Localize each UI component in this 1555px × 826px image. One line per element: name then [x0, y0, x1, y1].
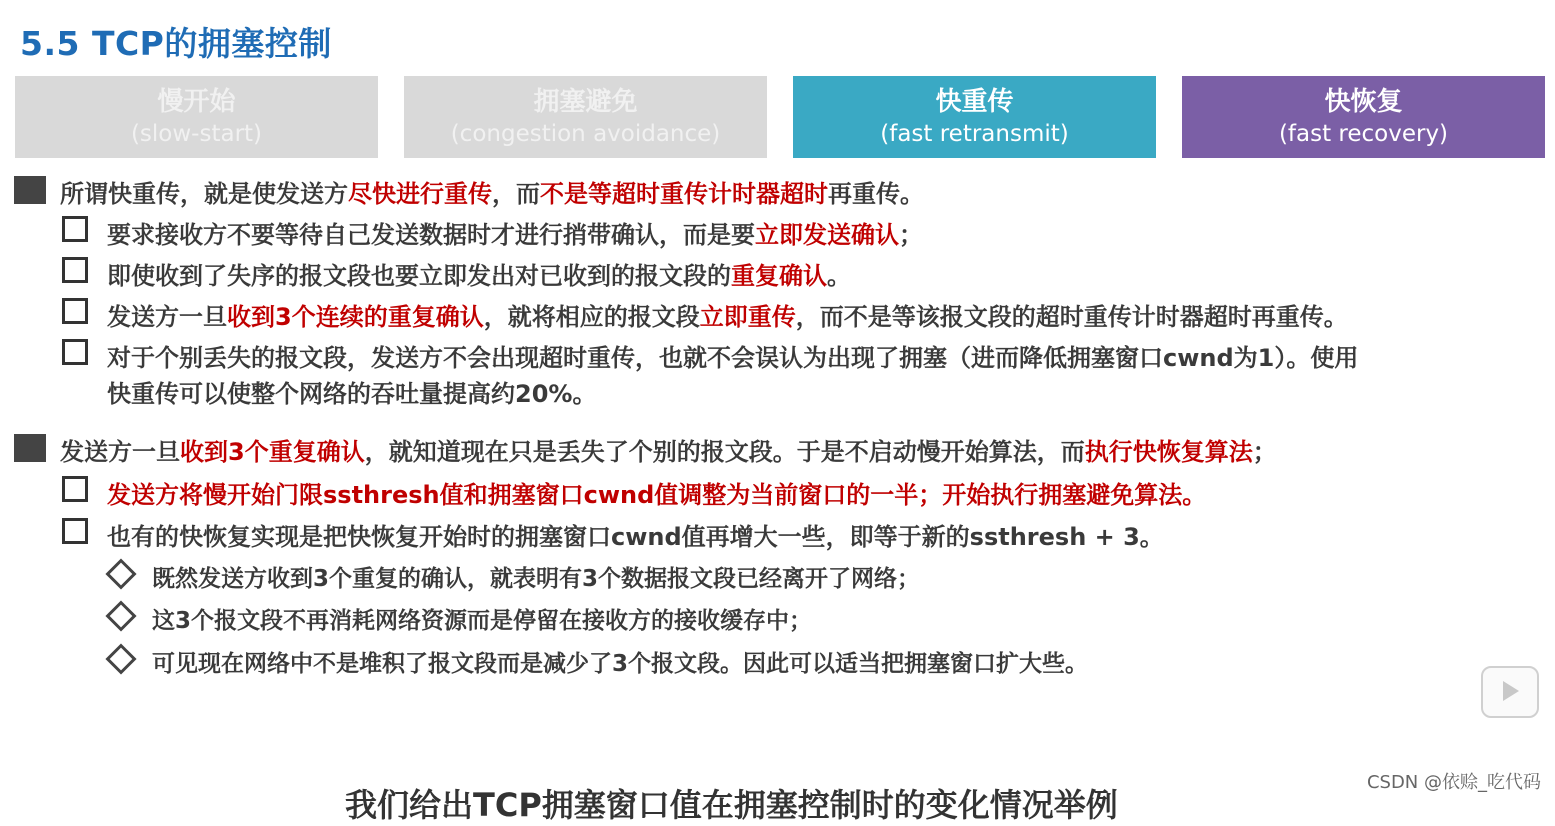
stage-zh-label: 快重传 [935, 87, 1014, 117]
text-segment: 即使收到了失序的报文段也要立即发出对已收到的报文段的 [107, 262, 731, 290]
text-segment: ，就知道现在只是丢失了个别的报文段。于是不启动慢开始算法，而 [364, 438, 1085, 466]
stage-en-label: (congestion avoidance) [450, 121, 721, 147]
checkbox-bullet-icon [62, 476, 88, 502]
video-subtitle: 我们给出TCP拥塞窗口值在拥塞控制时的变化情况举例 [345, 786, 1118, 824]
square-bullet-icon [14, 176, 46, 204]
text-segment: 所谓快重传，就是使发送方 [60, 180, 348, 208]
text-segment: ，而不是等该报文段的超时重传计时器超时再重传。 [795, 303, 1348, 331]
checkbox-bullet-icon [62, 339, 88, 365]
fast-recovery-definition [60, 432, 1277, 467]
text-segment: ，而 [492, 180, 540, 208]
text-segment: 。 [827, 262, 851, 290]
play-icon[interactable] [1481, 666, 1539, 718]
fast-retransmit-point-4-line-2: 快重传可以使整个网络的吞吐量提高约20%。 [107, 380, 597, 408]
fast-recovery-subpoint-3: 可见现在网络中不是堆积了报文段而是减少了3个报文段。因此可以适当把拥塞窗口扩大些。 [152, 651, 1089, 677]
checkbox-bullet-icon [62, 518, 88, 544]
fast-retransmit-point-3 [107, 297, 1348, 332]
text-segment: ； [899, 221, 923, 249]
stage-fast-retransmit [793, 76, 1156, 158]
square-bullet-icon [14, 434, 46, 462]
checkbox-bullet-icon [62, 216, 88, 242]
highlight-text: 执行快恢复算法 [1084, 438, 1253, 466]
diamond-bullet-icon [105, 558, 136, 589]
stage-slow-start [15, 76, 378, 158]
diamond-bullet-icon [105, 600, 136, 631]
text-segment: 发送方一旦 [107, 303, 227, 331]
text-segment: 再重传。 [828, 180, 924, 208]
highlight-text: 立即重传 [699, 303, 796, 331]
page-title: 5.5 TCP的拥塞控制 [20, 24, 332, 63]
text-segment: 发送方一旦 [60, 438, 180, 466]
fast-recovery-subpoint-2: 这3个报文段不再消耗网络资源而是停留在接收方的接收缓存中； [152, 608, 813, 634]
fast-recovery-subpoint-1: 既然发送方收到3个重复的确认，就表明有3个数据报文段已经离开了网络； [152, 566, 921, 592]
checkbox-bullet-icon [62, 257, 88, 283]
highlight-text: 尽快进行重传 [348, 180, 492, 208]
fast-recovery-point-1: 发送方将慢开始门限ssthresh值和拥塞窗口cwnd值调整为当前窗口的一半；开始执行拥塞避免算法。 [107, 481, 1207, 509]
fast-retransmit-point-2 [107, 256, 851, 291]
watermark: CSDN @依赊_吃代码 [1366, 772, 1541, 793]
text-segment: ； [1252, 438, 1277, 466]
stage-fast-recovery [1182, 76, 1545, 158]
stage-congestion-avoidance [404, 76, 767, 158]
stage-zh-label: 快恢复 [1324, 87, 1403, 117]
highlight-text: 收到3个连续的重复确认 [227, 303, 484, 331]
stage-banner [15, 76, 1546, 158]
highlight-text: 收到3个重复确认 [180, 438, 365, 466]
fast-retransmit-definition [60, 174, 924, 209]
stage-en-label: (fast recovery) [1278, 121, 1449, 147]
stage-zh-label: 慢开始 [157, 87, 236, 117]
text-segment: ，就将相应的报文段 [483, 303, 700, 331]
highlight-text: 立即发送确认 [755, 221, 899, 249]
diamond-bullet-icon [105, 643, 136, 674]
fast-retransmit-point-4-line-1: 对于个别丢失的报文段，发送方不会出现超时重传，也就不会误认为出现了拥塞（进而降低拥塞窗口cwnd为1）。使用 [107, 344, 1359, 372]
checkbox-bullet-icon [62, 298, 88, 324]
stage-en-label: (fast retransmit) [880, 121, 1069, 147]
stage-zh-label: 拥塞避免 [533, 87, 638, 117]
fast-retransmit-point-1 [107, 215, 923, 250]
stage-en-label: (slow-start) [130, 121, 263, 147]
highlight-text: 重复确认 [731, 262, 827, 290]
fast-recovery-point-2: 也有的快恢复实现是把快恢复开始时的拥塞窗口cwnd值再增大一些，即等于新的ssthresh + 3。 [107, 523, 1164, 551]
highlight-text: 不是等超时重传计时器超时 [540, 180, 828, 208]
text-segment: 要求接收方不要等待自己发送数据时才进行捎带确认，而是要 [107, 221, 755, 249]
